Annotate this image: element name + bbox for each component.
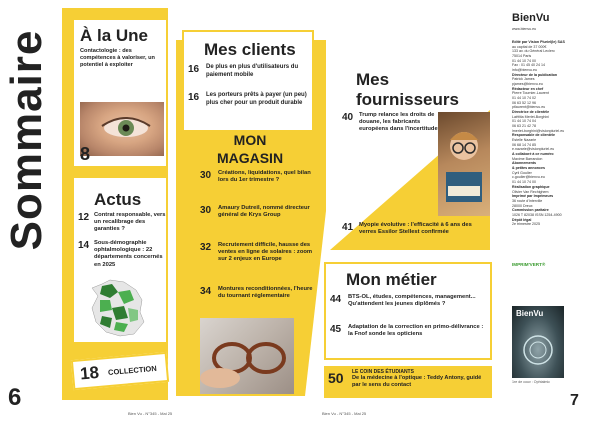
mon-magasin-item[interactable]: 30 Créations, liquidations, quel bilan lors du 1er trimestre ? [200,170,311,184]
masthead-line: Maxime Barrandon [512,156,543,161]
masthead-line: pjames@bienvu.eu [512,82,543,87]
bienvu-logo: BienVu [512,12,550,24]
mes-fournisseurs-item[interactable]: 41 Myopie évolutive : l'efficacité à 6 ans des verres Essilor Stellest confirmée [342,222,472,236]
mon-magasin-item[interactable]: 34 Montures reconditionnées, l'heure du tournant réglementaire [200,286,313,300]
masthead-line: info@bienvu.eu [512,68,538,73]
masthead-line: c.goulier@bienvu.eu [512,175,545,180]
masthead-line: Directrice de clientèle [512,110,550,115]
mon-magasin-heading: MON MAGASIN [216,132,284,166]
masthead-line: Directeur de la publication [512,72,558,77]
sommaire-title: Sommaire [2,29,51,251]
masthead-line: 2e trimestre 2025 [512,222,540,227]
masthead-line: 01 44 10 74 00 [512,180,536,185]
actus-item[interactable]: 12 Contrat responsable, vers un recalibrage des garanties ? [78,212,166,233]
mon-magasin-item[interactable]: 32 Recrutement difficile, hausse des ventes en ligne de solaires : zoom sur 2 enjeux en Europe [200,242,313,263]
mes-fournisseurs-item[interactable]: 40 Trump relance les droits de douane, les fabricants européens dans l'incertitude [342,112,438,133]
masthead-line: ptlaurent@bienvu.eu [512,105,546,110]
france-map-icon [88,278,148,338]
mon-magasin-item[interactable]: 30 Amaury Dutreil, nommé directeur général de Krys Group [200,205,310,219]
masthead-line: 06 68 14 74 85 [512,142,536,147]
masthead-line: 36 route d'Interville [512,198,543,203]
website-link[interactable]: www.bienvu.eu [512,27,537,31]
masthead-line: Réalisation graphique [512,184,550,189]
mon-metier-heading: Mon métier [346,270,437,289]
glasses-icon [200,318,294,394]
magazine-cover-image [512,306,564,378]
masthead-line: Olivier Van Rechighem [512,189,549,194]
child-glasses-image [438,112,490,216]
a-la-une-summary: Contactologie : des compétences à valoriser, un potentiel à exploiter [80,48,155,68]
mes-clients-item[interactable]: 16 Les porteurs prêts à payer (un peu) plus cher pour un produit durable [188,92,307,106]
masthead-line: Imprimé par Imprimeurs [512,194,554,199]
child-reading-icon [438,112,490,216]
cover-caption: 1re de couv : Ophtalmic [512,380,550,384]
coin-etudiants-label: LE COIN DES ÉTUDIANTS [352,369,414,375]
cover-logo: BienVu [516,309,544,318]
masthead-line: Commission paritaire [512,208,549,213]
imprim-vert-logo: IMPRIM'VERT® [512,262,546,267]
masthead-line: 1026 T 82038 ISSN 1254-4900 [512,212,562,217]
a-la-une-card[interactable] [72,18,168,168]
masthead-line: Responsable de clientèle [512,133,555,138]
mon-metier-card[interactable] [324,262,492,360]
a-la-une-heading: À la Une [80,26,149,45]
coin-etudiants-text: De la médecine à l'optique : Teddy Antony, guidé par le sens du contact [352,375,482,388]
masthead-line: 75014 Paris [512,54,532,59]
glasses-hand-image [200,318,294,394]
masthead-line: Rédacteur en chef [512,86,544,91]
mon-metier-item[interactable]: 44 BTS-OL, études, compétences, management... Qu'attendent les jeunes diplômés ? [330,294,476,308]
actus-card[interactable] [72,176,168,344]
masthead-credits [512,40,592,227]
masthead-line: 01 44 10 74 02 [512,96,536,101]
footer-right: Bien Vu - N°345 - Mai 25 [322,411,367,416]
masthead-line: 133 av. du Général Leclerc [512,49,555,54]
masthead-line: Cyril Goulier [512,170,532,175]
page-number-right: 7 [570,392,579,409]
masthead-line: lmerlet-borghini@visionpluriel.eu [512,128,565,133]
masthead-line: Fax : 01 45 40 24 14 [512,63,545,68]
collection-label: COLLECTION [107,363,158,378]
footer-left: Bien Vu - N°345 - Mai 25 [128,411,173,416]
masthead-line: 06 63 21 42 78 [512,124,536,129]
eye-icon [80,102,164,156]
mon-metier-item[interactable]: 45 Adaptation de la correction en primo-délivrance : la Fnof sonde les opticiens [330,324,484,338]
a-la-une-page: 8 [80,144,91,164]
masthead-line: 01 44 10 74 00 [512,58,536,63]
coin-etudiants-box[interactable] [324,366,492,398]
masthead-line: Dépôt légal [512,217,532,222]
masthead-line: 01 44 10 74 04 [512,119,536,124]
actus-heading: Actus [94,190,142,209]
eye-closeup-image [80,102,164,156]
masthead-line: au capital de 37 000€ [512,44,547,49]
mes-clients-heading: Mes clients [204,40,296,59]
page-number-left: 6 [8,384,22,411]
mes-clients-card[interactable] [182,30,314,132]
actus-item[interactable]: 14 Sous-démographie ophtalmologique : 22 départements concernés en 2025 [78,240,163,268]
masthead-line: Abonnements [512,161,536,166]
collection-page: 18 [79,362,100,384]
coin-etudiants-page: 50 [328,370,344,386]
masthead-line: Estelle Nazarie [512,138,537,143]
mes-clients-item[interactable]: 16 De plus en plus d'utilisateurs du paiement mobile [188,64,299,78]
mes-fournisseurs-heading: Mes fournisseurs [356,70,459,109]
masthead-line: Laëtitia Merlet-Borghini [512,114,549,119]
masthead-line: Edité par Vision Pluriel(le) SAS [512,40,565,44]
masthead-line: e.nazarie@visionpluriel.eu [512,147,555,152]
lens-icon [522,334,554,366]
masthead-line: Pierre Tournier-Laurent [512,91,549,96]
masthead-line: 28000 Dreux [512,203,533,208]
masthead-line: & petites annonces [512,166,545,171]
masthead-line: 06 63 52 12 96 [512,100,536,105]
masthead-line: A collaboré à ce numéro [512,152,554,157]
masthead-line: Patrick James [512,77,535,82]
